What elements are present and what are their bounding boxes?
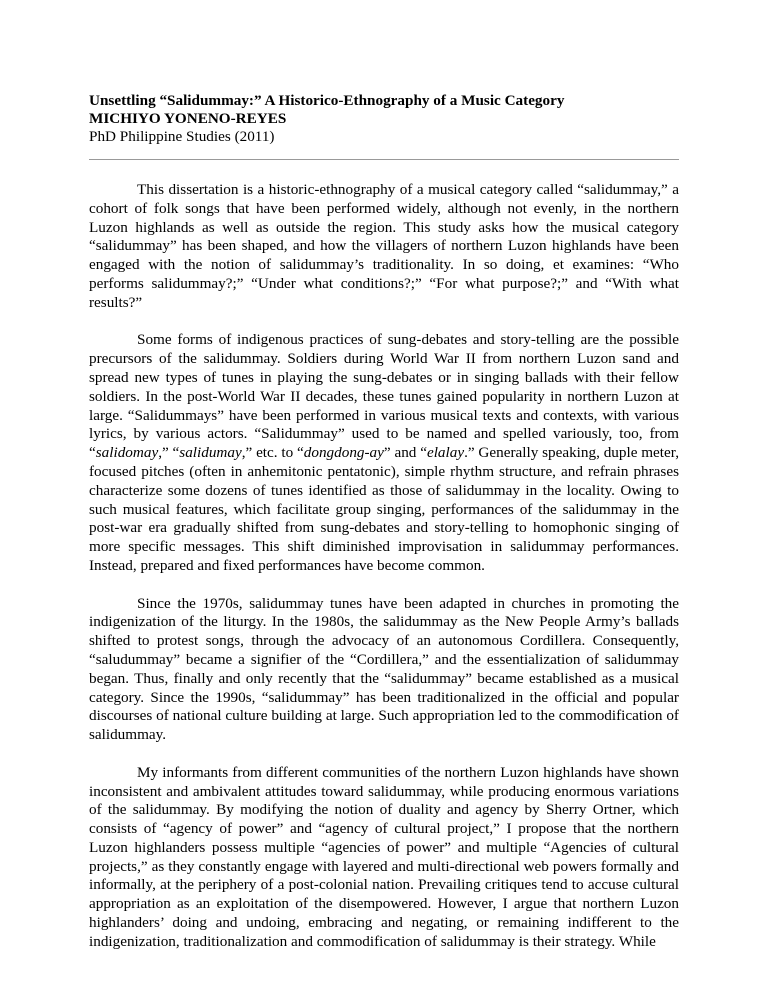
paragraph-2-text-d: ” and “ (383, 444, 427, 462)
document-title: Unsettling “Salidummay:” A Historico-Ethnography of a Music Category (89, 92, 565, 109)
abstract-body (89, 181, 679, 952)
variant-salidomay: salidomay (95, 444, 159, 462)
paragraph-2-text-c: ,” etc. to “ (241, 444, 304, 462)
abstract-paragraph-2 (89, 331, 679, 575)
paragraph-2-text-e: .” Generally speaking, duple meter, focused pitches (often in anhemitonic pentatonic), simple rhythm structure, and refrain phrases characterize some dozens of tunes identified as those of salidummay in the locality. Owing to such musical features, which facilitate group singing, performances of the salidummay in the post-war era gradually shifted from sung-debates and story-telling to homophonic singing of more specific messages. This shift diminished improvisation in salidummay performances. Instead, prepared and fixed performances have become common. (89, 444, 680, 574)
degree-line: PhD Philippine Studies (2011) (89, 128, 275, 145)
author-name: MICHIYO YONENO-REYES (89, 110, 287, 127)
header-divider (89, 159, 679, 160)
abstract-paragraph-4: My informants from different communities of the northern Luzon highlands have shown inconsistent and ambivalent attitudes toward salidummay, while producing enormous variations of the salidummay. By modifying the notion of duality and agency by Sherry Ortner, which consists of “agency of power” and “agency of cultural project,” I propose that the northern Luzon highlanders possess multiple “agencies of power” and multiple “Agencies of cultural projects,” as they constantly engage with layered and multi-directional web powers formally and informally, at the periphery of a post-colonial nation. Prevailing critiques tend to accuse cultural appropriation as an exploitation of the disempowered. However, I argue that northern Luzon highlanders’ doing and undoing, embracing and negating, or remaining indifferent to the indigenization, traditionalization and commodification of salidummay is their strategy. While (89, 763, 679, 950)
variant-dongdong-ay: dongdong-ay (303, 444, 384, 462)
abstract-paragraph-1: This dissertation is a historic-ethnography of a musical category called “salidummay,” a cohort of folk songs that have been performed widely, although not evenly, in the northern Luzon highlands as well as outside the region. This study asks how the musical category “salidummay” has been shaped, and how the villagers of northern Luzon highlands have been engaged with the notion of salidummay’s traditionality. In so doing, et examines: “Who performs salidummay?;” “Under what conditions?;” “For what purpose?;” and “With what results?” (89, 181, 679, 311)
abstract-paragraph-3: Since the 1970s, salidummay tunes have been adapted in churches in promoting the indigenization of the liturgy. In the 1980s, the salidummay as the New People Army’s ballads shifted to protest songs, through the advocacy of an autonomous Cordillera. Consequently, “saludummay” became a signifier of the “Cordillera,” and the essentialization of salidummay began. Thus, finally and only recently that the “salidummay” became established as a musical category. Since the 1990s, “salidummay” has been traditionalized in the official and popular discourses of national culture building at large. Such appropriation led to the commodification of salidummay. (89, 594, 679, 744)
variant-salidumay: salidumay (179, 444, 242, 462)
paragraph-2-text-b: ,” “ (158, 444, 180, 462)
paragraph-2-text-a: Some forms of indigenous practices of sung-debates and story-telling are the possible precursors of the salidummay. Soldiers during World War II from northern Luzon sand and spread new types of tunes in playing the sung-debates or in singing ballads with their fellow soldiers. In the post-World War II decades, these tunes gained popularity in northern Luzon at large. “Salidummays” have been performed in various musical texts and contexts, with various lyrics, by various actors. “Salidummay” used to be named and spelled variously, too, from “ (89, 331, 679, 462)
document-header (89, 92, 689, 146)
variant-elalay: elalay (426, 444, 465, 462)
